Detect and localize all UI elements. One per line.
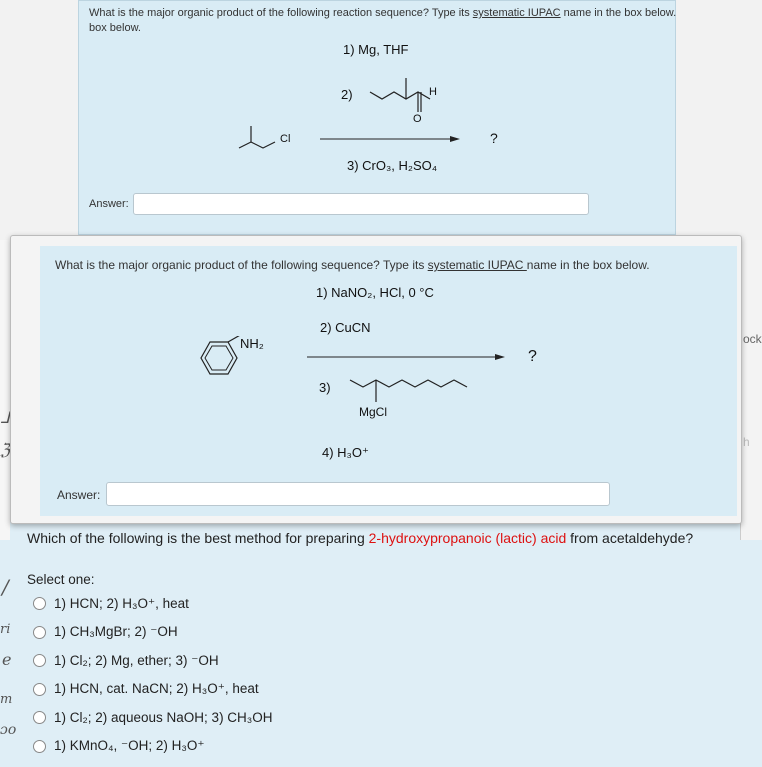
radio-button[interactable] [33, 654, 46, 667]
q2-reagent-1: 1) NaNO₂, HCl, 0 °C [316, 285, 434, 300]
radio-button[interactable] [33, 683, 46, 696]
answer-option[interactable] [33, 652, 219, 670]
handwriting-mark: e [2, 650, 12, 669]
prompt-text: name in the box below. [560, 7, 677, 19]
background-side-panel [740, 240, 762, 540]
left-edge-strip [0, 240, 10, 540]
q1-reagent-2-structure [360, 68, 450, 128]
select-one-label: Select one: [27, 572, 95, 587]
handwriting-mark: ℨ [0, 440, 10, 459]
radio-button[interactable] [33, 740, 46, 753]
handwriting-mark: / [2, 575, 9, 599]
prompt-text: Which of the following is the best method for preparing [27, 530, 369, 546]
handwriting-mark: ri [0, 622, 11, 637]
question-2-prompt [55, 258, 650, 272]
q1-reaction-arrow [320, 134, 460, 144]
question-1-prompt [89, 7, 676, 19]
side-fragment-text-2: h [743, 435, 750, 449]
handwriting-mark: m [0, 692, 13, 707]
answer-option[interactable] [33, 738, 205, 756]
option-label: 1) CH₃MgBr; 2) ⁻OH [54, 624, 178, 640]
q2-answer-input[interactable] [106, 482, 610, 506]
question-1-prompt-line2: box below. [89, 22, 141, 34]
question-3-prompt [27, 530, 693, 546]
q2-reagent-4: 4) H₃O⁺ [322, 445, 369, 460]
option-label: 1) KMnO₄, ⁻OH; 2) H₃O⁺ [54, 738, 205, 754]
q1-reagent-2-number: 2) [341, 87, 353, 102]
answer-option[interactable] [33, 681, 259, 699]
answer-option[interactable] [33, 709, 273, 727]
q2-reaction-arrow [307, 352, 507, 362]
q1-reagent-3: 3) CrO₃, H₂SO₄ [347, 158, 438, 173]
prompt-text: What is the major organic product of the following reaction sequence? Type its [89, 7, 473, 19]
amine-label: NH₂ [240, 336, 264, 351]
prompt-text: What is the major organic product of the following sequence? Type its [55, 258, 428, 272]
option-label: 1) Cl₂; 2) Mg, ether; 3) ⁻OH [54, 652, 219, 668]
q2-product-placeholder: ? [528, 348, 537, 365]
q1-answer-label: Answer: [89, 198, 129, 210]
handwriting-mark: ɔo [0, 722, 17, 738]
prompt-text: from acetaldehyde? [566, 530, 694, 546]
aldehyde-o-label: O [413, 113, 422, 125]
iupac-link[interactable]: systematic IUPAC [472, 7, 561, 19]
side-fragment-text: ock [743, 332, 762, 346]
q1-answer-input[interactable] [133, 193, 589, 215]
iupac-link[interactable]: systematic IUPAC [427, 258, 527, 272]
option-label: 1) Cl₂; 2) aqueous NaOH; 3) CH₃OH [54, 710, 273, 726]
radio-button[interactable] [33, 626, 46, 639]
q1-reagent-1: 1) Mg, THF [343, 42, 409, 57]
radio-button[interactable] [33, 711, 46, 724]
aldehyde-h-label: H [429, 86, 437, 98]
chloride-label: Cl [280, 133, 291, 145]
option-label: 1) HCN; 2) H₃O⁺, heat [54, 595, 189, 611]
option-label: 1) HCN, cat. NaCN; 2) H₃O⁺, heat [54, 681, 259, 697]
mgcl-label: MgCl [359, 405, 388, 419]
q2-answer-label: Answer: [57, 488, 101, 502]
answer-option[interactable] [33, 595, 189, 613]
grignard-structure [345, 368, 475, 408]
q2-reagent-2: 2) CuCN [320, 320, 371, 335]
target-compound-highlight: 2-hydroxypropanoic (lactic) acid [368, 530, 567, 546]
q2-reagent-3-number: 3) [319, 380, 331, 395]
handwriting-mark: ᒧ [0, 408, 10, 427]
radio-button[interactable] [33, 597, 46, 610]
answer-option[interactable] [33, 624, 178, 642]
q1-product-placeholder: ? [490, 130, 498, 146]
prompt-text: name in the box below. [526, 258, 650, 272]
